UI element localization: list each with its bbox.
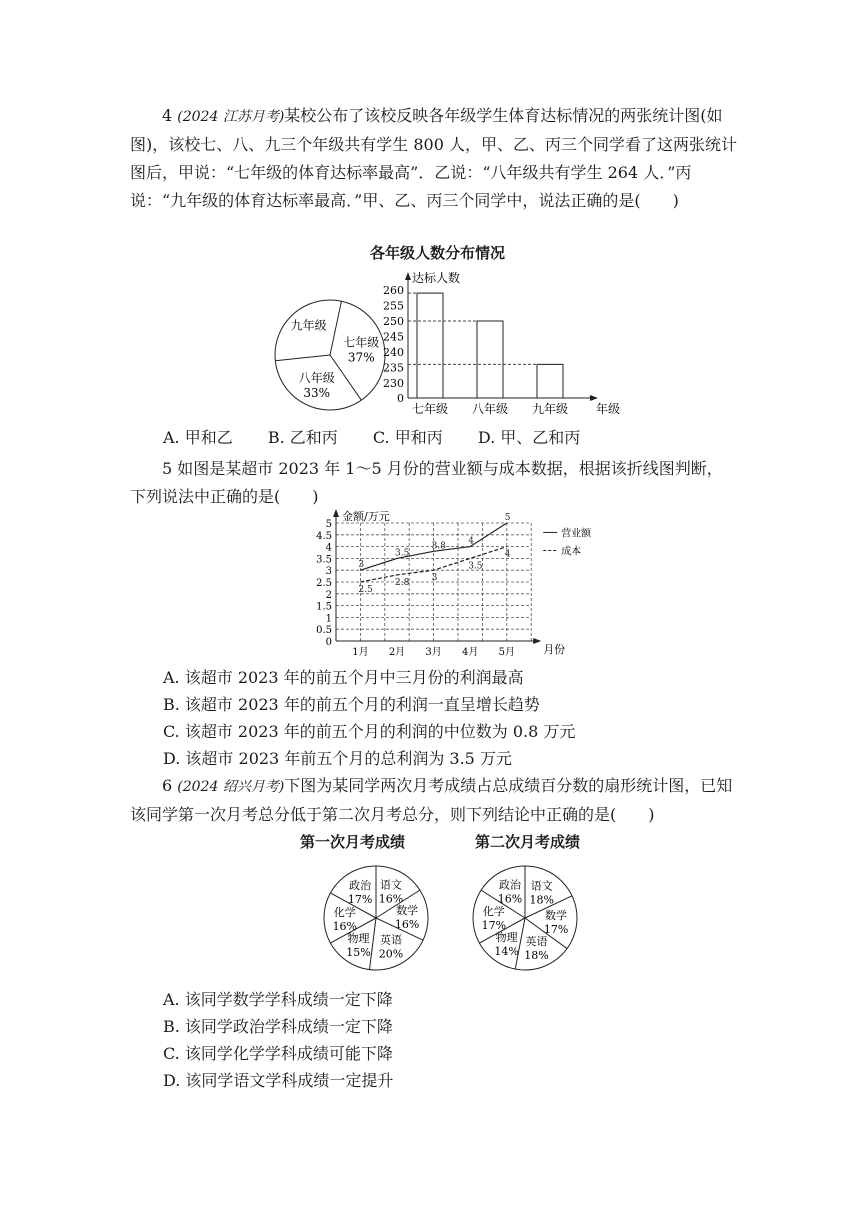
y-tick-label: 235: [383, 361, 404, 375]
question-text: 下图为某同学两次月考成绩占总成绩百分数的扇形统计图，已知该同学第一次月考总分低于第二次月考总分，则下列结论中正确的是( ): [130, 776, 733, 824]
option-b[interactable]: B. 该同学政治学科成绩一定下降: [163, 1017, 393, 1036]
pie-slice-value: 17%: [543, 922, 569, 936]
data-label: 4: [504, 549, 511, 560]
y-tick-label: 250: [383, 315, 404, 328]
option-c[interactable]: C. 该超市 2023 年的前五个月的利润的中位数为 0.8 万元: [163, 722, 576, 741]
y-tick-label: 240: [383, 346, 404, 359]
x-tick-label: 九年级: [531, 402, 569, 416]
chart-title-first-exam: 第一次月考成绩: [300, 833, 406, 851]
x-axis-arrow: [590, 395, 598, 401]
option-d[interactable]: D. 甲、乙和丙: [477, 428, 581, 447]
pass-count-bar-chart: [370, 268, 630, 428]
pie-slice-edge: [330, 301, 341, 355]
question-5-stem: [130, 455, 738, 511]
y-tick-label: 245: [383, 330, 404, 344]
data-label: 5: [504, 513, 511, 523]
y-tick-label: 4: [325, 542, 332, 554]
y-tick-label: 3.5: [316, 554, 332, 566]
question-source: (2024 绍兴月考): [177, 779, 285, 795]
first-exam-pie: [316, 866, 436, 976]
pie-slice-label: 英语: [525, 935, 548, 949]
pie-slice-label: 数学: [396, 904, 419, 918]
option-b[interactable]: B. 乙和丙: [267, 428, 338, 447]
option-a[interactable]: A. 该超市 2023 年的前五个月中三月份的利润最高: [163, 668, 524, 687]
pie-slice-value: 16%: [378, 892, 404, 906]
x-axis-label: 年级: [596, 402, 621, 416]
bar: [537, 364, 563, 398]
bar: [477, 321, 503, 398]
data-label: 2.8: [395, 577, 410, 588]
y-tick-label: 5: [325, 519, 332, 530]
y-tick-label: 255: [383, 299, 404, 313]
x-tick-label: 5月: [498, 647, 515, 658]
chart-title-second-exam: 第二次月考成绩: [475, 833, 581, 851]
bar: [417, 293, 443, 398]
pie-slice-label: 九年级: [290, 318, 327, 333]
pie-slice-value: 18%: [529, 893, 554, 907]
x-tick-label: 七年级: [411, 402, 449, 416]
data-label: 3: [431, 573, 438, 584]
pie-slice-edge: [275, 355, 330, 361]
pie-slice-edge: [369, 918, 376, 970]
second-exam-pie: [465, 866, 585, 976]
option-a[interactable]: A. 甲和乙: [163, 428, 233, 447]
pie-slice-label: 政治: [349, 879, 372, 893]
question-number: 6: [162, 776, 173, 795]
option-b[interactable]: B. 该超市 2023 年的前五个月的利润一直呈增长趋势: [163, 695, 540, 714]
pie-slice-value: 16%: [332, 920, 358, 933]
y-tick-label: 2: [325, 589, 332, 601]
pie-slice-label: 语文: [380, 878, 403, 892]
question-6-stem: [130, 772, 738, 829]
pie-slice-value: 16%: [497, 892, 523, 906]
legend-label: 成本: [561, 546, 582, 558]
pie-slice-label: 八年级: [298, 371, 335, 386]
question-text: 某校公布了该校反映各年级学生体育达标情况的两张统计图(如图)，该校七、八、九三个年级共有学生 800 人，甲、乙、丙三个同学看了这两张统计图后，甲说：“七年级的体育达标率最高”．乙说：“八年级共有学生 264 人．”丙说：“九年级的体育达标率最高．”甲、乙、丙三个同学中，说法正确的是( ): [130, 106, 737, 210]
option-d[interactable]: D. 该超市 2023 年前五个月的总利润为 3.5 万元: [163, 749, 512, 768]
option-c[interactable]: C. 甲和丙: [372, 428, 443, 447]
x-tick-label: 3月: [425, 647, 442, 658]
pie-slice-value: 17%: [481, 919, 507, 933]
x-axis-arrow: [533, 638, 541, 644]
y-axis-arrow: [333, 509, 339, 517]
question-number: 5: [162, 459, 173, 478]
pie-slice-value: 15%: [346, 945, 371, 959]
pie-slice-label: 物理: [495, 931, 518, 945]
pie-slice-label: 数学: [545, 908, 568, 922]
pie-slice-label: 七年级: [343, 335, 380, 350]
y-tick-label: 0: [397, 392, 404, 405]
pie-slice-label: 物理: [347, 931, 370, 945]
pie-slice-value: 17%: [347, 893, 373, 907]
y-tick-label: 2.5: [316, 578, 332, 589]
pie-slice-value: 14%: [494, 945, 519, 959]
pie-slice-value: 16%: [394, 918, 420, 932]
pie-slice-value: 33%: [303, 386, 331, 401]
y-tick-label: 1: [325, 613, 332, 625]
y-tick-label: 4.5: [316, 530, 332, 542]
question-4-stem: [130, 102, 738, 215]
legend-label: 营业额: [561, 528, 592, 540]
y-tick-label: 1.5: [316, 601, 332, 613]
y-tick-label: 260: [383, 284, 404, 297]
chart-title: 各年级人数分布情况: [370, 244, 506, 262]
data-label: 3.5: [468, 561, 483, 572]
y-tick-label: 3: [325, 566, 332, 578]
x-tick-label: 1月: [352, 647, 369, 658]
data-label: 3.8: [431, 541, 446, 552]
y-tick-label: 0.5: [316, 625, 332, 637]
x-tick-label: 4月: [462, 647, 479, 658]
pie-slice-label: 化学: [333, 906, 356, 919]
y-tick-label: 230: [383, 377, 404, 390]
question-text: 如图是某超市 2023 年 1～5 月份的营业额与成本数据，根据该折线图判断，下列说法中正确的是( ): [130, 459, 723, 506]
pie-slice-label: 英语: [380, 933, 403, 947]
x-tick-label: 八年级: [471, 402, 509, 416]
pie-slice-value: 37%: [347, 350, 375, 365]
option-a[interactable]: A. 该同学数学学科成绩一定下降: [163, 990, 393, 1009]
y-axis-arrow: [405, 272, 411, 280]
data-label: 3.5: [395, 548, 410, 559]
pie-slice-label: 政治: [498, 878, 521, 892]
pie-slice-label: 语文: [530, 879, 553, 893]
question-4-options: [163, 424, 610, 452]
revenue-cost-line-chart: [316, 505, 620, 665]
pie-slice-value: 18%: [524, 949, 549, 963]
y-axis-label: 达标人数: [412, 271, 461, 285]
question-source: (2024 江苏月考): [177, 109, 285, 125]
data-label: 4: [468, 536, 474, 547]
y-tick-label: 0: [325, 637, 332, 648]
x-axis-label: 月份: [543, 643, 566, 656]
pie-slice-value: 20%: [378, 947, 404, 961]
option-d[interactable]: D. 该同学语文学科成绩一定提升: [163, 1071, 394, 1090]
question-number: 4: [162, 106, 173, 125]
data-label: 2.5: [358, 585, 373, 595]
x-tick-label: 2月: [388, 647, 406, 658]
data-label: 3: [358, 560, 365, 571]
pie-slice-label: 化学: [482, 905, 505, 919]
option-c[interactable]: C. 该同学化学学科成绩可能下降: [163, 1044, 393, 1063]
y-axis-label: 金额/万元: [342, 510, 390, 523]
